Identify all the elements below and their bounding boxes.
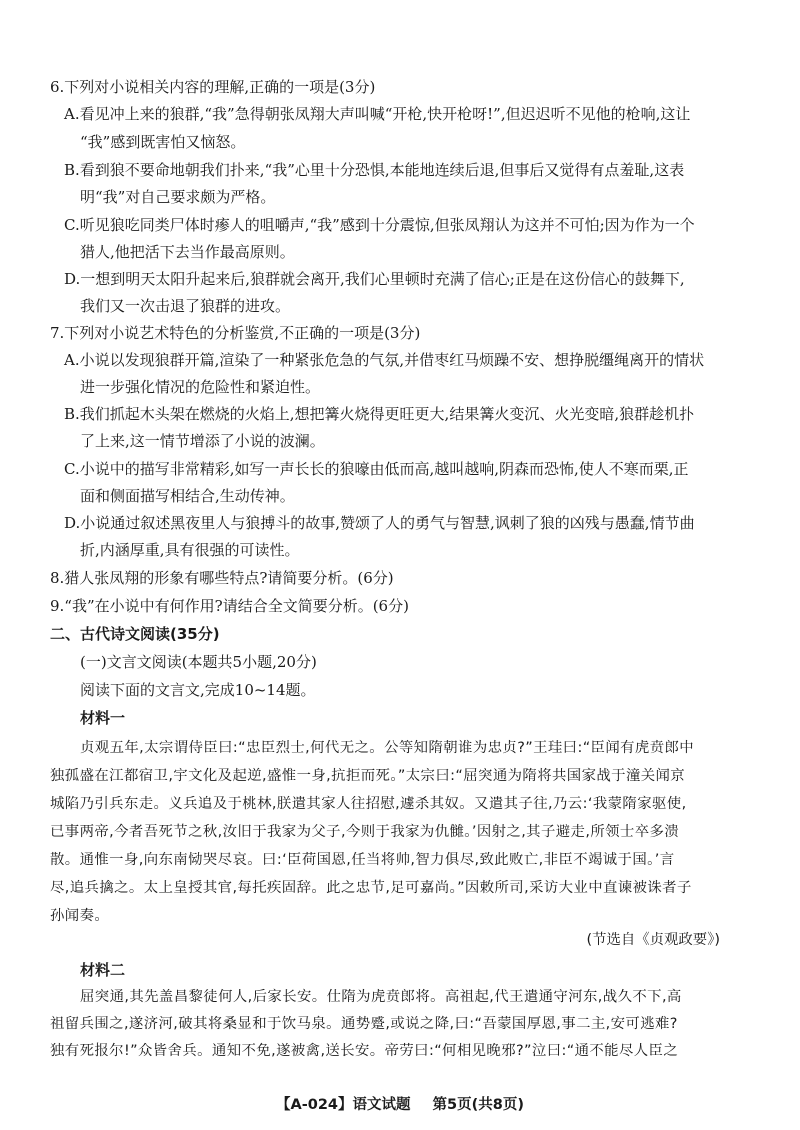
subsection-title: (一)文言文阅读(本题共5小题,20分) [80, 653, 317, 671]
material-1-line: 尽,追兵擒之。太上皇授其官,每托疾固辞。此之忠节,足可嘉尚。”因敕所司,采访大业中直谏被诛者子 [50, 880, 692, 896]
q7-option-d: D.小说通过叙述黑夜里人与狼搏斗的故事,赞颂了人的勇气与智慧,讽刺了狼的凶残与愚蠢,情节曲 [64, 514, 695, 532]
q6-option-b: B.看到狼不要命地朝我们扑来,“我”心里十分恐惧,本能地连续后退,但事后又觉得有点羞耻,这表 [64, 161, 685, 179]
q6-option-a-cont: “我”感到既害怕又恼怒。 [80, 133, 246, 151]
exam-code: 【A-024】语文试题 [276, 1097, 411, 1113]
material-1-line: 孙闻奏。 [50, 908, 110, 924]
material-2-title: 材料二 [80, 961, 126, 979]
q7-option-c: C.小说中的描写非常精彩,如写一声长长的狼嚎由低而高,越叫越响,阴森而恐怖,使人不寒而栗,正 [64, 460, 689, 478]
section-title: 二、古代诗文阅读(35分) [50, 625, 220, 643]
q6-option-c: C.听见狼吃同类尸体时瘆人的咀嚼声,“我”感到十分震惊,但张凤翔认为这并不可怕;因为作为一个 [64, 216, 695, 234]
q7-option-a-cont: 进一步强化情况的危险性和紧迫性。 [80, 378, 321, 396]
material-2-line: 独有死报尔!”众皆舍兵。通知不免,遂被禽,送长安。帝劳曰:“何相见晚邪?”泣曰:“通不能尽人臣之 [50, 1043, 679, 1059]
material-2-line: 屈突通,其先盖昌黎徒何人,后家长安。仕隋为虎贲郎将。高祖起,代王遣通守河东,战久不下,高 [80, 989, 682, 1005]
q8-stem: 8.猎人张凤翔的形象有哪些特点?请简要分析。(6分) [50, 569, 394, 587]
material-1-line: 独孤盛在江都宿卫,宇文化及起逆,盛惟一身,抗拒而死。”太宗曰:“屈突通为隋将共国家战于潼关闻京 [50, 768, 686, 784]
q6-stem: 6.下列对小说相关内容的理解,正确的一项是(3分) [50, 78, 376, 96]
material-1-line: 城陷乃引兵东走。义兵追及于桃林,朕遣其家人往招慰,遽杀其奴。又遣其子往,乃云:‘我蒙隋家驱使, [50, 796, 687, 812]
material-1-line: 已事两帝,今者吾死节之秋,汝旧于我家为父子,今则于我家为仇雠。’因射之,其子避走,所领士卒多溃 [50, 824, 680, 840]
q6-option-d: D.一想到明天太阳升起来后,狼群就会离开,我们心里顿时充满了信心;正是在这份信心的鼓舞下, [64, 270, 685, 288]
page-number: 第5页(共8页) [432, 1097, 524, 1113]
page-footer [0, 1093, 800, 1114]
q6-option-b-cont: 明“我”对自己要求颇为严格。 [80, 188, 276, 206]
q7-stem: 7.下列对小说艺术特色的分析鉴赏,不正确的一项是(3分) [50, 324, 421, 342]
q6-option-a: A.看见冲上来的狼群,“我”急得朝张凤翔大声叫喊“开枪,快开枪呀!”,但迟迟听不见他的枪响,这让 [64, 105, 691, 123]
q7-option-b: B.我们抓起木头架在燃烧的火焰上,想把篝火烧得更旺更大,结果篝火变沉、火光变暗,狼群趁机扑 [64, 405, 695, 423]
q7-option-c-cont: 面和侧面描写相结合,生动传神。 [80, 487, 295, 505]
q7-option-b-cont: 了上来,这一情节增添了小说的波澜。 [80, 432, 325, 450]
q9-stem: 9.“我”在小说中有何作用?请结合全文简要分析。(6分) [50, 597, 409, 615]
q7-option-a: A.小说以发现狼群开篇,渲染了一种紧张危急的气氛,并借枣红马烦躁不安、想挣脱缰绳离开的情状 [64, 351, 705, 369]
material-1-source: (节选自《贞观政要》) [586, 932, 720, 948]
material-2-line: 祖留兵围之,遂济河,破其将桑显和于饮马泉。通势蹙,或说之降,曰:“吾蒙国厚恩,事二主,安可逃难? [50, 1016, 678, 1032]
q6-option-d-cont: 我们又一次击退了狼群的进攻。 [80, 297, 291, 315]
material-1-title: 材料一 [80, 709, 126, 727]
material-1-line: 散。通惟一身,向东南恸哭尽哀。曰:‘臣荷国恩,任当将帅,智力俱尽,致此败亡,非臣不竭诚于国。’言 [50, 852, 675, 868]
material-1-line: 贞观五年,太宗谓侍臣曰:“忠臣烈士,何代无之。公等知隋朝谁为忠贞?”王珪曰:“臣闻有虎贲郎中 [80, 740, 695, 756]
q7-option-d-cont: 折,内涵厚重,具有很强的可读性。 [80, 541, 300, 559]
reading-instruction: 阅读下面的文言文,完成10~14题。 [80, 681, 316, 699]
q6-option-c-cont: 猎人,他把活下去当作最高原则。 [80, 243, 295, 261]
